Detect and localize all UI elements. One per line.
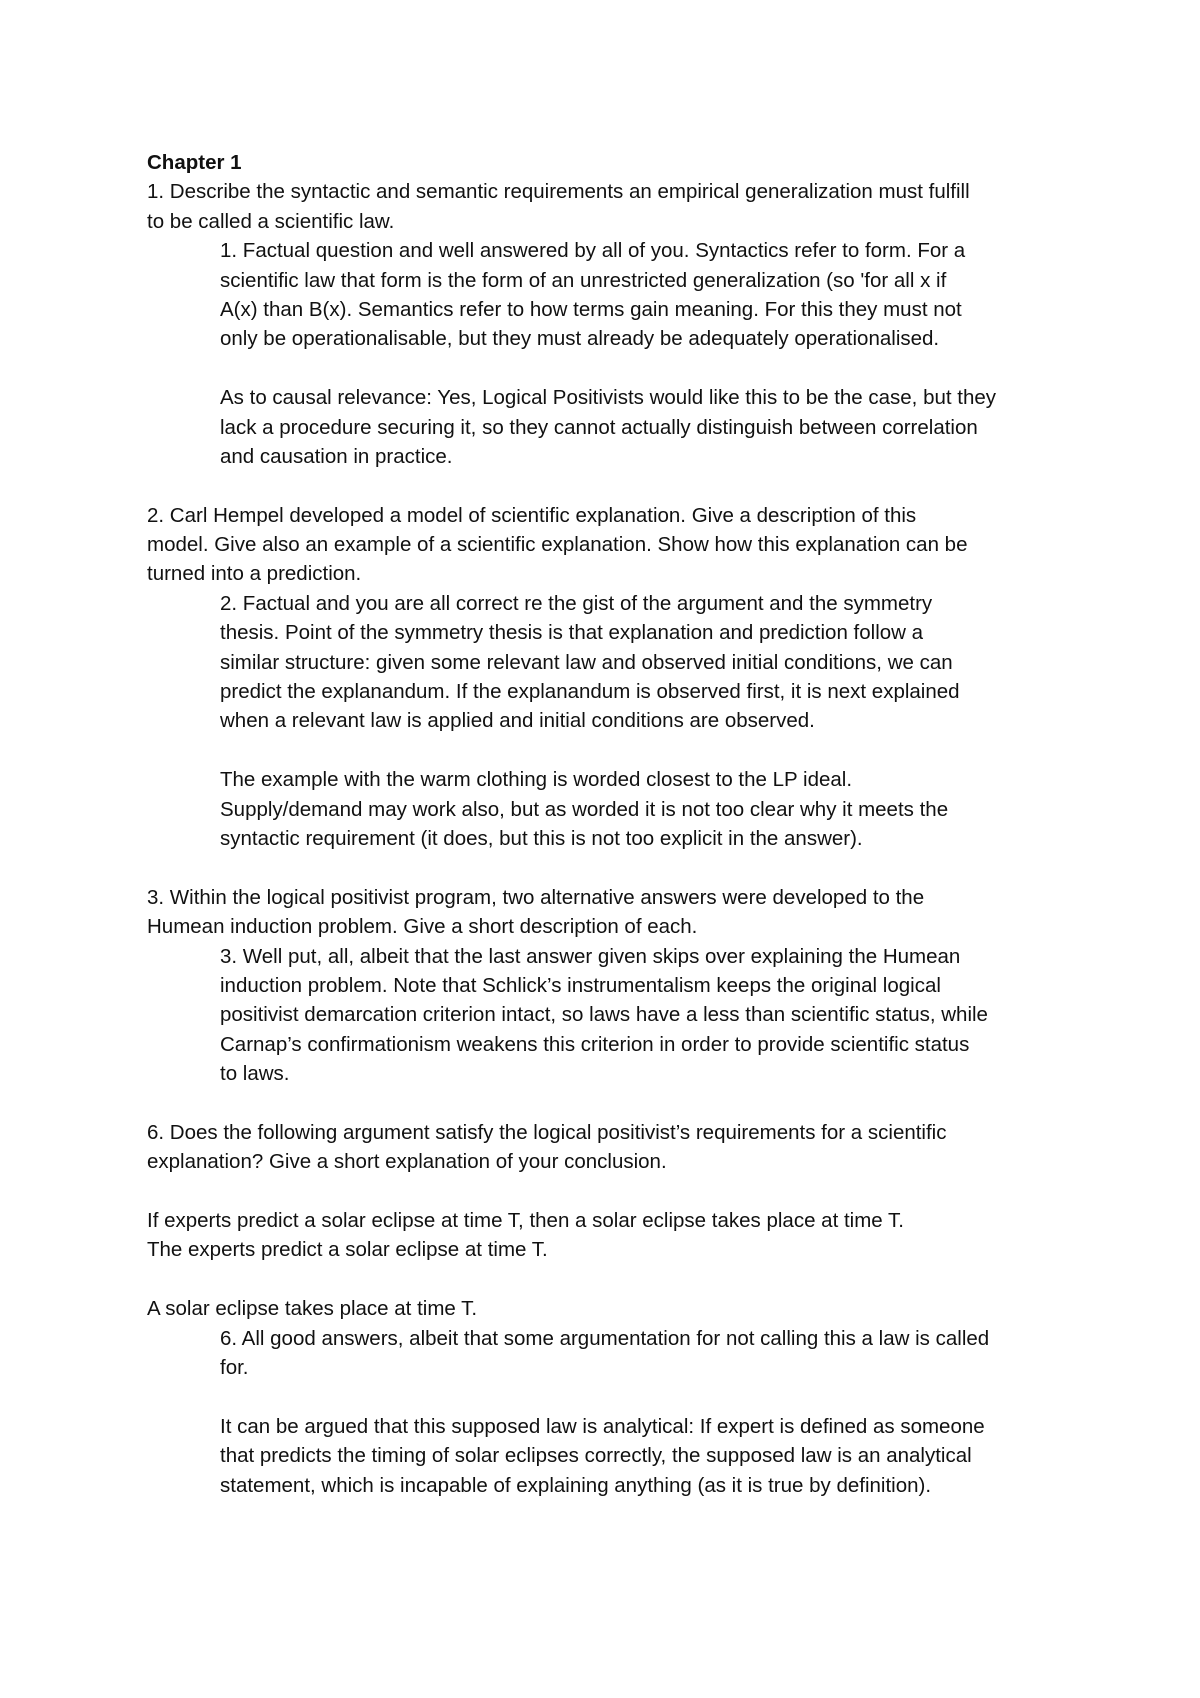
answer-text-line: statement, which is incapable of explaining anything (as it is true by definition). bbox=[220, 1473, 932, 1497]
paragraph-gap bbox=[147, 1089, 1067, 1118]
answer-text-line: 6. All good answers, albeit that some argumentation for not calling this a law is called bbox=[220, 1326, 990, 1350]
answer-text-line: for. bbox=[220, 1356, 249, 1380]
chapter-title: Chapter 1 bbox=[147, 151, 242, 174]
paragraph-gap bbox=[147, 471, 1067, 500]
answer-2 bbox=[147, 589, 1067, 854]
document-body bbox=[147, 148, 1067, 1500]
question-text-line: 1. Describe the syntactic and semantic requirements an empirical generalization must fulfill bbox=[147, 180, 970, 204]
answer-text-line: thesis. Point of the symmetry thesis is that explanation and prediction follow a bbox=[220, 621, 924, 645]
answer-3 bbox=[147, 942, 1067, 1089]
argument-premise: If experts predict a solar eclipse at time T, then a solar eclipse takes place at time T. bbox=[147, 1209, 904, 1233]
answer-text-line: As to causal relevance: Yes, Logical Positivists would like this to be the case, but they bbox=[220, 386, 997, 410]
answer-text-line: positivist demarcation criterion intact, so laws have a less than scientific status, while bbox=[220, 1003, 988, 1027]
paragraph-gap bbox=[220, 736, 1067, 765]
paragraph-gap bbox=[147, 853, 1067, 882]
answer-text-line: 1. Factual question and well answered by all of you. Syntactics refer to form. For a bbox=[220, 239, 966, 263]
question-text-line: model. Give also an example of a scientific explanation. Show how this explanation can be bbox=[147, 533, 968, 557]
question-text-line: 2. Carl Hempel developed a model of scientific explanation. Give a description of this bbox=[147, 503, 917, 527]
paragraph-gap bbox=[147, 1177, 1067, 1206]
answer-text-line: and causation in practice. bbox=[220, 444, 453, 468]
answer-text-line: The example with the warm clothing is worded closest to the LP ideal. bbox=[220, 768, 853, 792]
answer-text-line: It can be argued that this supposed law is analytical: If expert is defined as someone bbox=[220, 1414, 985, 1438]
answer-text-line: to laws. bbox=[220, 1062, 290, 1086]
question-2 bbox=[147, 501, 1067, 589]
answer-text-line: 2. Factual and you are all correct re the gist of the argument and the symmetry bbox=[220, 591, 933, 615]
answer-text-line: scientific law that form is the form of an unrestricted generalization (so 'for all x if bbox=[220, 268, 947, 292]
answer-6 bbox=[147, 1324, 1067, 1500]
question-text-line: explanation? Give a short explanation of your conclusion. bbox=[147, 1150, 667, 1174]
answer-text-line: 3. Well put, all, albeit that the last answer given skips over explaining the Humean bbox=[220, 944, 961, 968]
question-6 bbox=[147, 1118, 1067, 1324]
answer-text-line: lack a procedure securing it, so they cannot actually distinguish between correlation bbox=[220, 415, 978, 439]
paragraph-gap bbox=[147, 1265, 1067, 1294]
answer-text-line: similar structure: given some relevant law and observed initial conditions, we can bbox=[220, 650, 953, 674]
question-3 bbox=[147, 883, 1067, 942]
answer-text-line: predict the explanandum. If the explanandum is observed first, it is next explained bbox=[220, 680, 960, 704]
answer-text-line: syntactic requirement (it does, but this is not too explicit in the answer). bbox=[220, 826, 863, 850]
argument-premise: The experts predict a solar eclipse at time T. bbox=[147, 1238, 548, 1262]
answer-text-line: when a relevant law is applied and initial conditions are observed. bbox=[220, 709, 815, 733]
question-text-line: 6. Does the following argument satisfy the logical positivist’s requirements for a scientific bbox=[147, 1120, 947, 1144]
answer-text-line: A(x) than B(x). Semantics refer to how terms gain meaning. For this they must not bbox=[220, 297, 962, 321]
question-text-line: to be called a scientific law. bbox=[147, 209, 395, 233]
answer-text-line: induction problem. Note that Schlick’s instrumentalism keeps the original logical bbox=[220, 973, 941, 997]
paragraph-gap bbox=[220, 1382, 1067, 1411]
paragraph-gap bbox=[220, 354, 1067, 383]
answer-text-line: Supply/demand may work also, but as worded it is not too clear why it meets the bbox=[220, 797, 949, 821]
question-1 bbox=[147, 177, 1067, 236]
answer-text-line: that predicts the timing of solar eclipses correctly, the supposed law is an analytical bbox=[220, 1444, 972, 1468]
question-text-line: 3. Within the logical positivist program, two alternative answers were developed to the bbox=[147, 885, 925, 909]
answer-1 bbox=[147, 236, 1067, 471]
question-text-line: turned into a prediction. bbox=[147, 562, 362, 586]
argument-conclusion: A solar eclipse takes place at time T. bbox=[147, 1297, 478, 1321]
answer-text-line: only be operationalisable, but they must already be adequately operationalised. bbox=[220, 327, 940, 351]
question-text-line: Humean induction problem. Give a short description of each. bbox=[147, 915, 698, 939]
answer-text-line: Carnap’s confirmationism weakens this criterion in order to provide scientific status bbox=[220, 1032, 970, 1056]
